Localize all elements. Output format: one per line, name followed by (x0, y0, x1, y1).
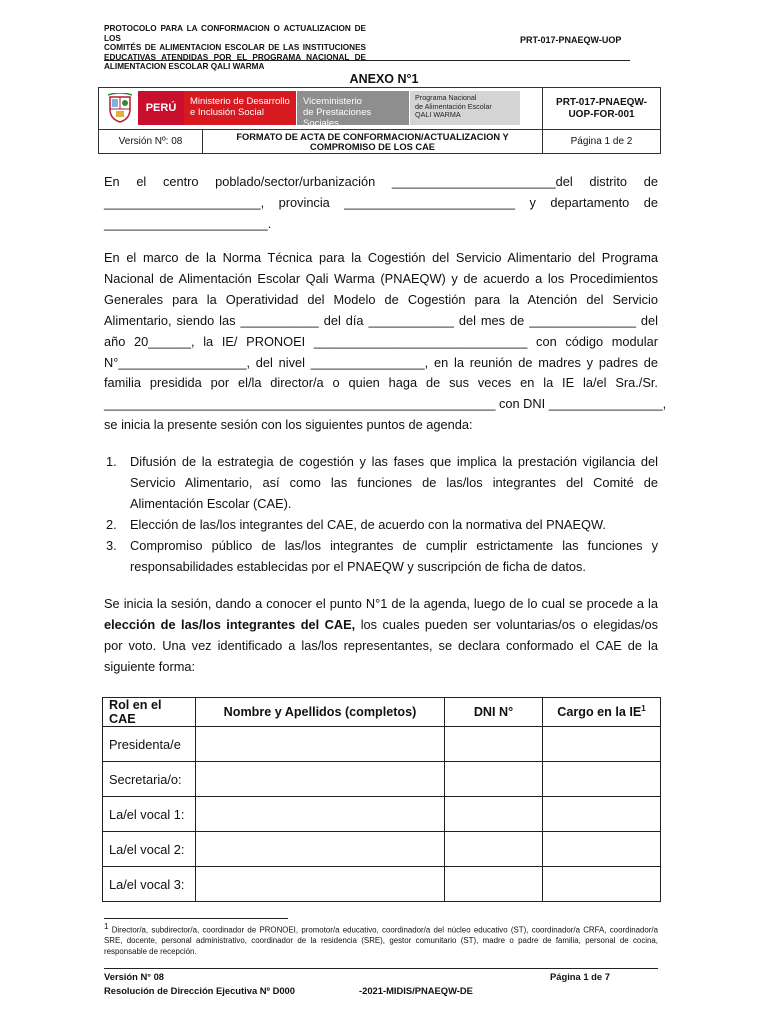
form-code (543, 88, 661, 130)
paragraph-line: N°__________________, del nivel ________________, en la reunión de madres y padres de (104, 354, 658, 370)
table-row (103, 832, 661, 867)
name-cell[interactable] (196, 832, 445, 867)
location-paragraph (104, 172, 658, 235)
dni-cell[interactable] (445, 762, 543, 797)
name-cell[interactable] (196, 727, 445, 762)
dni-cell[interactable] (445, 832, 543, 867)
protocol-title-line: PROTOCOLO PARA LA CONFORMACION O ACTUALIZACION DE LOS (104, 24, 366, 43)
form-page-number: Página 1 de 2 (543, 130, 661, 154)
paragraph-line: se inicia la presente sesión con los siguientes puntos de agenda: (104, 417, 473, 433)
paragraph-line: _______________________________________________________ con DNI ________________, (104, 396, 667, 412)
session-paragraph (104, 594, 658, 678)
name-cell[interactable] (196, 867, 445, 902)
protocol-title-line: ALIMENTACION ESCOLAR QALI WARMA (104, 62, 265, 72)
position-cell[interactable] (543, 762, 661, 797)
position-cell[interactable] (543, 832, 661, 867)
col-header-name: Nombre y Apellidos (completos) (196, 698, 445, 727)
col-header-role: Rol en el CAE (103, 698, 196, 727)
annex-title: ANEXO N°1 (349, 72, 419, 86)
paragraph-line: siguiente forma: (104, 658, 196, 674)
ministry-name-line: Ministerio de Desarrollo (190, 96, 290, 107)
text-run: de (643, 174, 658, 189)
format-title (203, 130, 543, 154)
form-code-line: UOP-FOR-001 (568, 108, 635, 120)
col-header-dni: DNI N° (445, 698, 543, 727)
table-row (103, 797, 661, 832)
form-code-line: PRT-017-PNAEQW- (556, 96, 647, 108)
agenda-item-line: Elección de las/los integrantes del CAE, de acuerdo con la normativa del PNAEQW. (130, 516, 606, 532)
header-divider (104, 60, 630, 61)
footer-resolution-number: -2021-MIDIS/PNAEQW-DE (359, 985, 473, 996)
role-cell: La/el vocal 3: (103, 867, 196, 902)
cae-members-table (102, 697, 661, 902)
dni-cell[interactable] (445, 727, 543, 762)
district-blank: _______________________del (391, 174, 573, 189)
footer-resolution: Resolución de Dirección Ejecutiva Nº D000 (104, 985, 295, 996)
paragraph-line: Se inicia la sesión, dando a conocer el punto N°1 de la agenda, luego de lo cual se procede a la (104, 596, 658, 611)
agenda-list (104, 452, 658, 577)
text-run: de (643, 194, 658, 210)
program-name-line: de Alimentación Escolar (415, 101, 492, 111)
text-run: y (529, 194, 536, 210)
role-cell: Presidenta/e (103, 727, 196, 762)
text-run: el (136, 174, 147, 189)
col-header-position (543, 698, 661, 727)
paragraph-line: Generales para la Operatividad del Modelo de Cogestión para la Atención del Servicio (104, 291, 658, 307)
name-cell[interactable] (196, 797, 445, 832)
table-header-row (103, 698, 661, 727)
position-cell[interactable] (543, 797, 661, 832)
agenda-item (104, 452, 658, 515)
agenda-item-line: Alimentación Escolar (CAE). (130, 495, 292, 511)
name-cell[interactable] (196, 762, 445, 797)
agenda-item-line: Compromiso público de las/los integrantes de cumplir estrictamente las funciones y (130, 537, 658, 553)
location-line (104, 193, 658, 214)
institution-logo-banner (99, 88, 543, 130)
text-run: departamento (550, 194, 630, 210)
position-cell[interactable] (543, 867, 661, 902)
paragraph-line: Nacional de Alimentación Escolar Qali Warma (PNAEQW) y de acuerdo a los Procedimientos (104, 270, 658, 286)
bold-phrase: elección de las/los integrantes del CAE, (104, 616, 356, 632)
role-cell: La/el vocal 2: (103, 832, 196, 867)
agenda-item (104, 515, 658, 536)
dni-cell[interactable] (445, 867, 543, 902)
province-blank: ________________________ (344, 194, 516, 210)
program-name-line: QALI WARMA (415, 110, 461, 120)
protocol-title (104, 24, 366, 72)
footnote (104, 922, 658, 958)
protocol-title-line: COMITÉS DE ALIMENTACION ESCOLAR DE LAS INSTITUCIONES (104, 43, 366, 53)
viceministry-name-line: Viceministerio (303, 96, 362, 107)
text-run: poblado/sector/urbanización (215, 174, 376, 189)
table-row (103, 727, 661, 762)
location-line (104, 172, 658, 193)
paragraph-line: Alimentario, siendo las ___________ del día ____________ del mes de _______________ del (104, 312, 658, 328)
agenda-item-number: 1. (106, 454, 117, 469)
table-row (103, 867, 661, 902)
footer-page-number: Página 1 de 7 (550, 971, 610, 982)
footer-version: Versión N° 08 (104, 971, 165, 982)
text-run: centro (162, 174, 199, 189)
paragraph-line: En el marco de la Norma Técnica para la Cogestión del Servicio Alimentario del Programa (104, 250, 658, 265)
paragraph-line: por voto. Una vez identificado a las/los representantes, se declara conformado el CAE de la (104, 637, 658, 653)
viceministry-name (297, 91, 409, 129)
form-version: Versión Nº: 08 (99, 130, 203, 154)
program-name (410, 91, 520, 125)
protocol-title-line: EDUCATIVAS ATENDIDAS POR EL PROGRAMA NACIONAL DE (104, 52, 366, 62)
footnote-mark: 1 (104, 922, 109, 931)
header-text: Cargo en la IE (557, 705, 642, 720)
text-run: En (104, 174, 120, 189)
role-cell: La/el vocal 1: (103, 797, 196, 832)
text-run: distrito (589, 174, 628, 189)
footnote-text: Director/a, subdirector/a, coordinador de PRONOEI, promotor/a educativo, coordinador/a del núcleo educativo (ST), coordinador/a CRFA, coordinador/a SRE, docente, personal administrativo, coordinador de la residencia (SRE), gestor comunitario (ST), madre o padre de familia, personal de cocina, responsable de recepción. (104, 925, 658, 957)
text-run: provincia (278, 194, 330, 210)
format-title-line: COMPROMISO DE LOS CAE (310, 141, 435, 152)
paragraph-line: familia presidida por el/la director/a o quien haga de sus veces en la IE la/el Sra./Sr. (104, 375, 658, 391)
program-name-line: Programa Nacional (415, 93, 477, 102)
footnote-ref: 1 (641, 704, 646, 714)
form-identification-table (98, 87, 661, 154)
agenda-item-line: Servicio Alimentario, así como las funciones de las/los integrantes del Comité de (130, 474, 658, 490)
text-run: los cuales pueden ser voluntarias/os o elegidas/os (355, 616, 658, 632)
paragraph-line: año 20______, la IE/ PRONOEI ______________________________ con código modular (104, 333, 658, 349)
dni-cell[interactable] (445, 797, 543, 832)
footnote-divider (104, 918, 288, 919)
document-code: PRT-017-PNAEQW-UOP (520, 35, 622, 45)
role-cell: Secretaria/o: (103, 762, 196, 797)
agenda-item-line: Difusión de la estrategia de cogestión y las fases que implica la prestación vigilancia del (130, 454, 658, 469)
agenda-item-line: responsabilidades establecidas por el PNAEQW y suscripción de ficha de datos. (130, 558, 586, 574)
ministry-name-line: e Inclusión Social (190, 107, 264, 118)
table-row (103, 762, 661, 797)
footer-divider (104, 968, 658, 969)
format-title-line: FORMATO DE ACTA DE CONFORMACION/ACTUALIZACION Y (236, 131, 509, 142)
paragraph-line (104, 615, 658, 636)
position-cell[interactable] (543, 727, 661, 762)
peru-label: PERÚ (138, 91, 184, 125)
peru-coat-of-arms-icon (102, 91, 138, 125)
department-blank: _______________________. (104, 215, 272, 231)
agenda-item-number: 3. (106, 537, 117, 553)
ministry-name (184, 91, 296, 125)
district-name-blank: ______________________, (104, 194, 265, 210)
viceministry-name-line: de Prestaciones Sociales (303, 107, 372, 129)
agenda-item-number: 2. (106, 516, 117, 532)
framework-paragraph (104, 248, 667, 436)
agenda-item (104, 536, 658, 578)
